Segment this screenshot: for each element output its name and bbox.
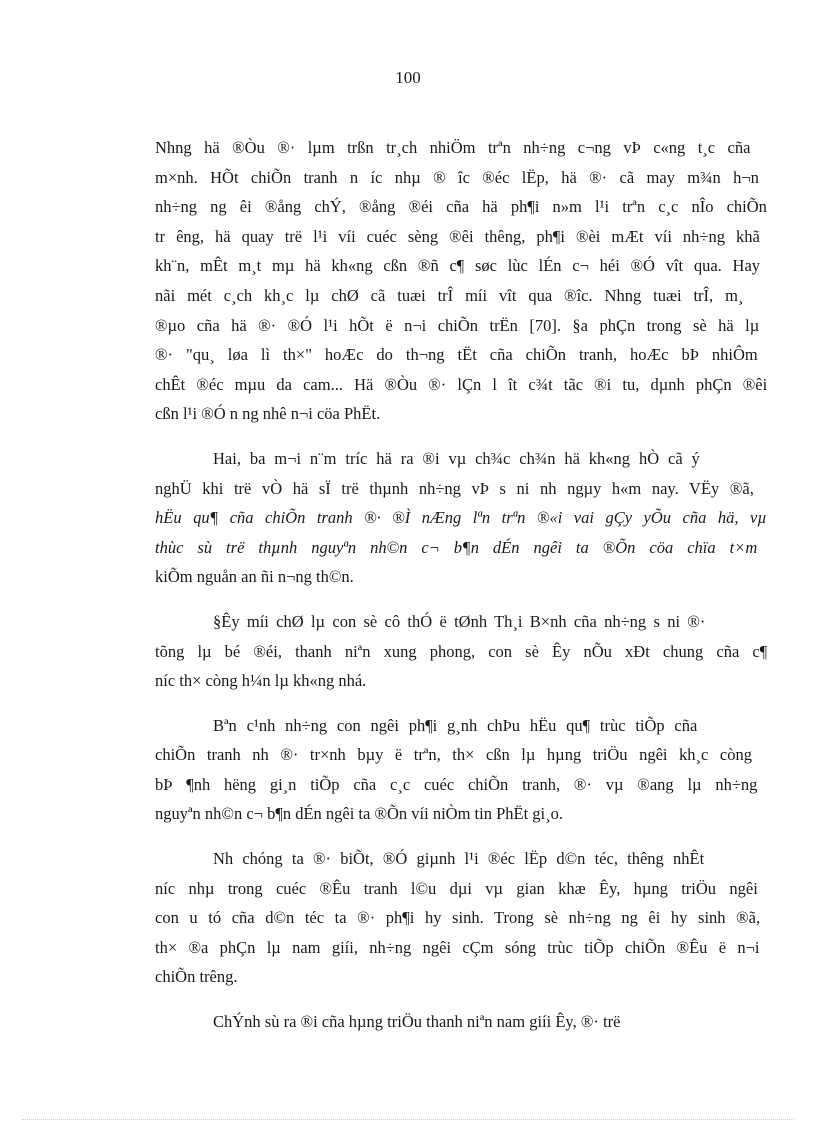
text-line: ®µo cña hä ®· ®Ó l¹i hÕt ë n¬i chiÕn trËn [70]. §a phÇn trong sè hä lµ bbox=[155, 315, 760, 335]
text-line: kh¨n, mÊt m¸t mµ hä kh«ng cßn ®ñ c¶ søc lùc lÉn c¬ héi ®Ó vît qua. Hay bbox=[155, 256, 761, 276]
paragraph bbox=[155, 844, 767, 992]
text-line: níc th× còng h¼n lµ kh«ng nhá. bbox=[155, 671, 367, 691]
text-line: hËu qu¶ cña chiÕn tranh ®· ®Ì nÆng lªn trªn ®«i vai gÇy yÕu cña hä, vµ bbox=[155, 508, 767, 528]
text-line: níc nhµ trong cuéc ®Êu tranh l©u dµi vµ gian khæ Êy, hµng triÖu ngêi bbox=[155, 878, 758, 898]
text-line: nghÜ khi trë vÒ hä sÏ trë thµnh nh÷ng vÞ s ni nh ngµy h«m nay. VËy ®ã, bbox=[155, 478, 754, 498]
page-bottom-divider bbox=[22, 1119, 794, 1120]
body-text bbox=[155, 133, 767, 1052]
paragraph bbox=[155, 444, 767, 592]
paragraph bbox=[155, 607, 767, 696]
text-line: nh÷ng ng êi ®ång chÝ, ®ång ®éi cña hä ph¶i n»m l¹i trªn c¸c nÎo chiÕn bbox=[155, 197, 767, 217]
text-line: ChÝnh sù ra ®i cña hµng triÖu thanh niªn nam giíi Êy, ®· trë bbox=[213, 1012, 621, 1032]
text-line: §Êy míi chØ lµ con sè cô thÓ ë tØnh Th¸i B×nh cña nh÷ng s ni ®· bbox=[213, 611, 706, 631]
text-line: thùc sù trë thµnh nguyªn nh©n c¬ b¶n dÉn ngêi ta ®Õn cöa chïa t×m bbox=[155, 537, 758, 557]
paragraph bbox=[155, 1007, 767, 1037]
paragraph bbox=[155, 133, 767, 429]
text-line: Hai, ba m¬i n¨m tríc hä ra ®i vµ ch¾c ch¾n hä kh«ng hÒ cã ý bbox=[213, 448, 700, 468]
text-line: ®· "qu¸ løa lì th×" hoÆc do th¬ng tËt cña chiÕn tranh, hoÆc bÞ nhiÔm bbox=[155, 345, 758, 365]
text-line: tr êng, hä quay trë l¹i víi cuéc sèng ®êi thêng, ph¶i ®èi mÆt víi nh÷ng khã bbox=[155, 226, 760, 246]
text-line: cßn l¹i ®Ó n ng nhê n¬i cöa PhËt. bbox=[155, 404, 381, 424]
text-line: Bªn c¹nh nh÷ng con ngêi ph¶i g¸nh chÞu hËu qu¶ trùc tiÕp cña bbox=[213, 715, 698, 735]
text-line: nãi mét c¸ch kh¸c lµ chØ cã tuæi trÎ míi vît qua ®îc. Nhng tuæi trÎ, m¸ bbox=[155, 285, 744, 305]
text-line: th× ®a phÇn lµ nam giíi, nh÷ng ngêi cÇm sóng trùc tiÕp chiÕn ®Êu ë n¬i bbox=[155, 937, 760, 957]
text-line: chiÕn trêng. bbox=[155, 967, 238, 987]
text-line: kiÕm nguån an ñi n¬ng th©n. bbox=[155, 567, 354, 587]
paragraph bbox=[155, 711, 767, 829]
page-number: 100 bbox=[395, 68, 421, 87]
text-line: Nh chóng ta ®· biÕt, ®Ó giµnh l¹i ®éc lËp d©n téc, thêng nhÊt bbox=[213, 849, 705, 869]
text-line: chiÕn tranh nh ®· tr×nh bµy ë trªn, th× cßn lµ hµng triÖu ngêi kh¸c còng bbox=[155, 745, 752, 765]
text-line: bÞ ¶nh hëng gi¸n tiÕp cña c¸c cuéc chiÕn tranh, ®· vµ ®ang lµ nh÷ng bbox=[155, 774, 758, 794]
text-line: con u tó cña d©n téc ta ®· ph¶i hy sinh. Trong sè nh÷ng ng êi hy sinh ®ã, bbox=[155, 908, 761, 928]
text-line: m×nh. HÕt chiÕn tranh n íc nhµ ® îc ®éc lËp, hä ®· cã may m¾n h¬n bbox=[155, 167, 759, 187]
text-line: chÊt ®éc mµu da cam... Hä ®Òu ®· lÇn l ît c¾t tãc ®i tu, dµnh phÇn ®êi bbox=[155, 374, 767, 394]
text-line: Nhng hä ®Òu ®· lµm trßn tr¸ch nhiÖm trªn nh÷ng c¬ng vÞ c«ng t¸c cña bbox=[155, 138, 751, 157]
text-line: tõng lµ bé ®éi, thanh niªn xung phong, con sè Êy nÕu xÐt chung cña c¶ bbox=[155, 641, 767, 661]
text-line: nguyªn nh©n c¬ b¶n dÉn ngêi ta ®Õn víi niÒm tin PhËt gi¸o. bbox=[155, 804, 564, 824]
